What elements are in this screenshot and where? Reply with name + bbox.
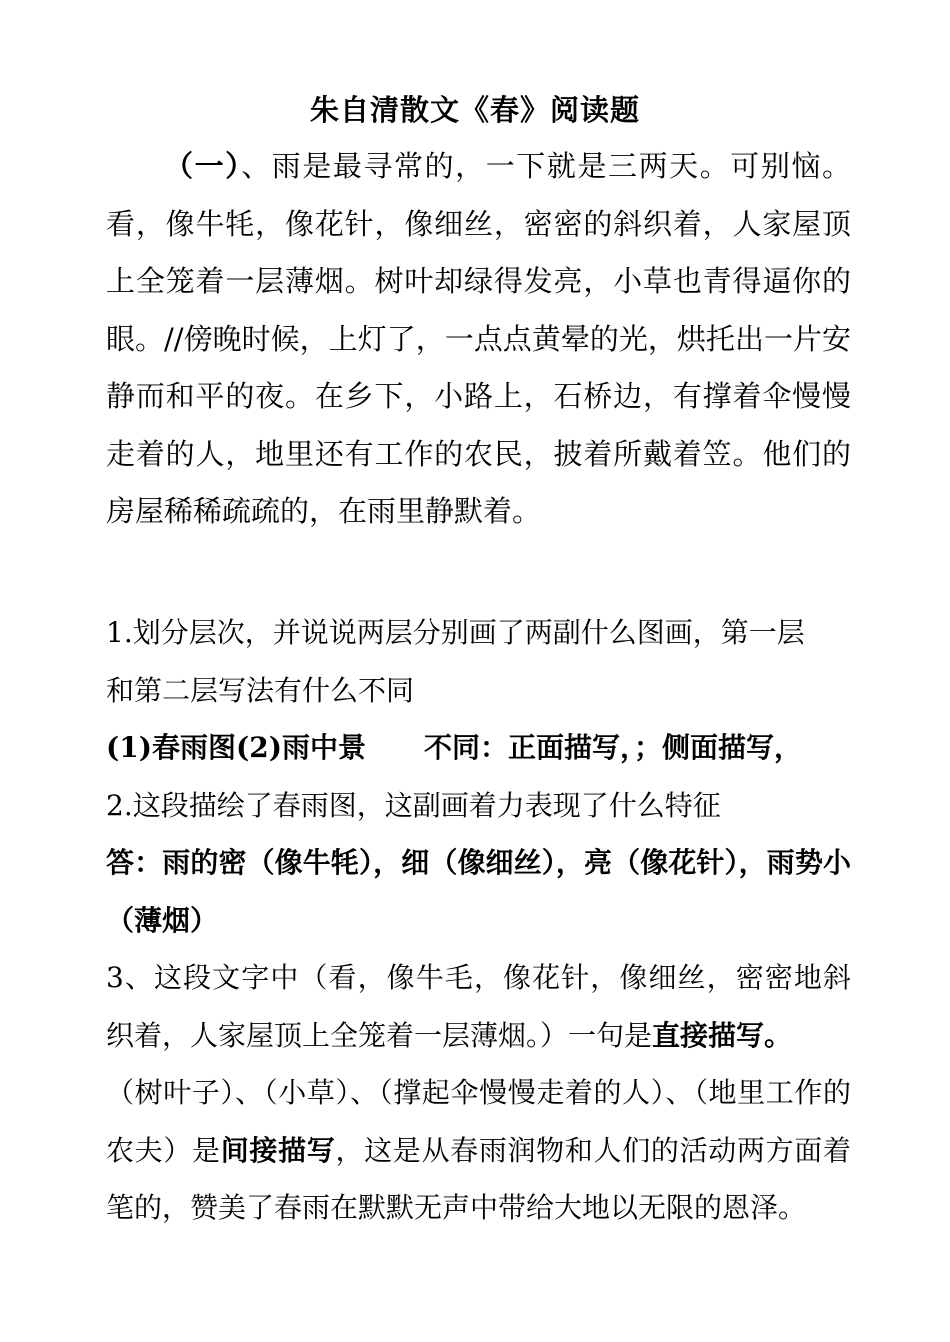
question-1-line-1: 1.划分层次，并说说两层分别画了两副什么图画，第一层 bbox=[106, 616, 805, 649]
questions-section bbox=[106, 604, 851, 1237]
question-3-text-continued bbox=[106, 1064, 851, 1237]
question-3-text-mid: （树叶子）、（小草）、（撑起伞慢慢走着的人）、（地里工作的农夫）是 bbox=[106, 1076, 851, 1167]
question-2-line-1: 2.这段描绘了春雨图，这副画着力表现了什么特征 bbox=[106, 788, 721, 822]
question-1-answer-layers: (1)春雨图(2)雨中景 bbox=[106, 731, 366, 764]
page-title: 朱自清散文《春》阅读题 bbox=[309, 93, 640, 127]
question-2-answer: 答：雨的密（像牛牦），细（像细丝），亮（像花针），雨势小（薄烟） bbox=[106, 846, 851, 937]
passage-label: （一） bbox=[164, 149, 242, 183]
question-3-text-after: ，这是从春雨润物和人们的活动两方面着笔的，赞美了春雨在默默无声中带给大地以无限的恩泽。 bbox=[106, 1133, 851, 1224]
question-1-line-2: 和第二层写法有什么不同 bbox=[106, 673, 415, 707]
passage-text: 、雨是最寻常的，一下就是三两天。可别恼。看，像牛牦，像花针，像细丝，密密的斜织着，人家屋顶上全笼着一层薄烟。树叶却绿得发亮，小草也青得逼你的眼。//傍晚时候，上灯了，一点点黄晕的光，烘托出一片安静而和平的夜。在乡下，小路上，石桥边，有撑着伞慢慢走着的人，地里还有工作的农民，披着所戴着笠。他们的房屋稀稀疏疏的，在雨里静默着。 bbox=[106, 149, 851, 528]
question-3-text-before: 3、这段文字中（看，像牛毛，像花针，像细丝，密密地斜织着，人家屋顶上全笼着一层薄烟。）一句是 bbox=[106, 961, 851, 1052]
reading-passage bbox=[106, 138, 851, 541]
question-3-text bbox=[106, 949, 851, 1064]
question-3-bold-direct: 直接描写。 bbox=[652, 1018, 793, 1052]
question-1-answer-difference: 不同：正面描写，；侧面描写， bbox=[423, 731, 802, 764]
question-1-answer bbox=[106, 719, 851, 777]
question-3-bold-indirect: 间接描写 bbox=[220, 1133, 336, 1167]
